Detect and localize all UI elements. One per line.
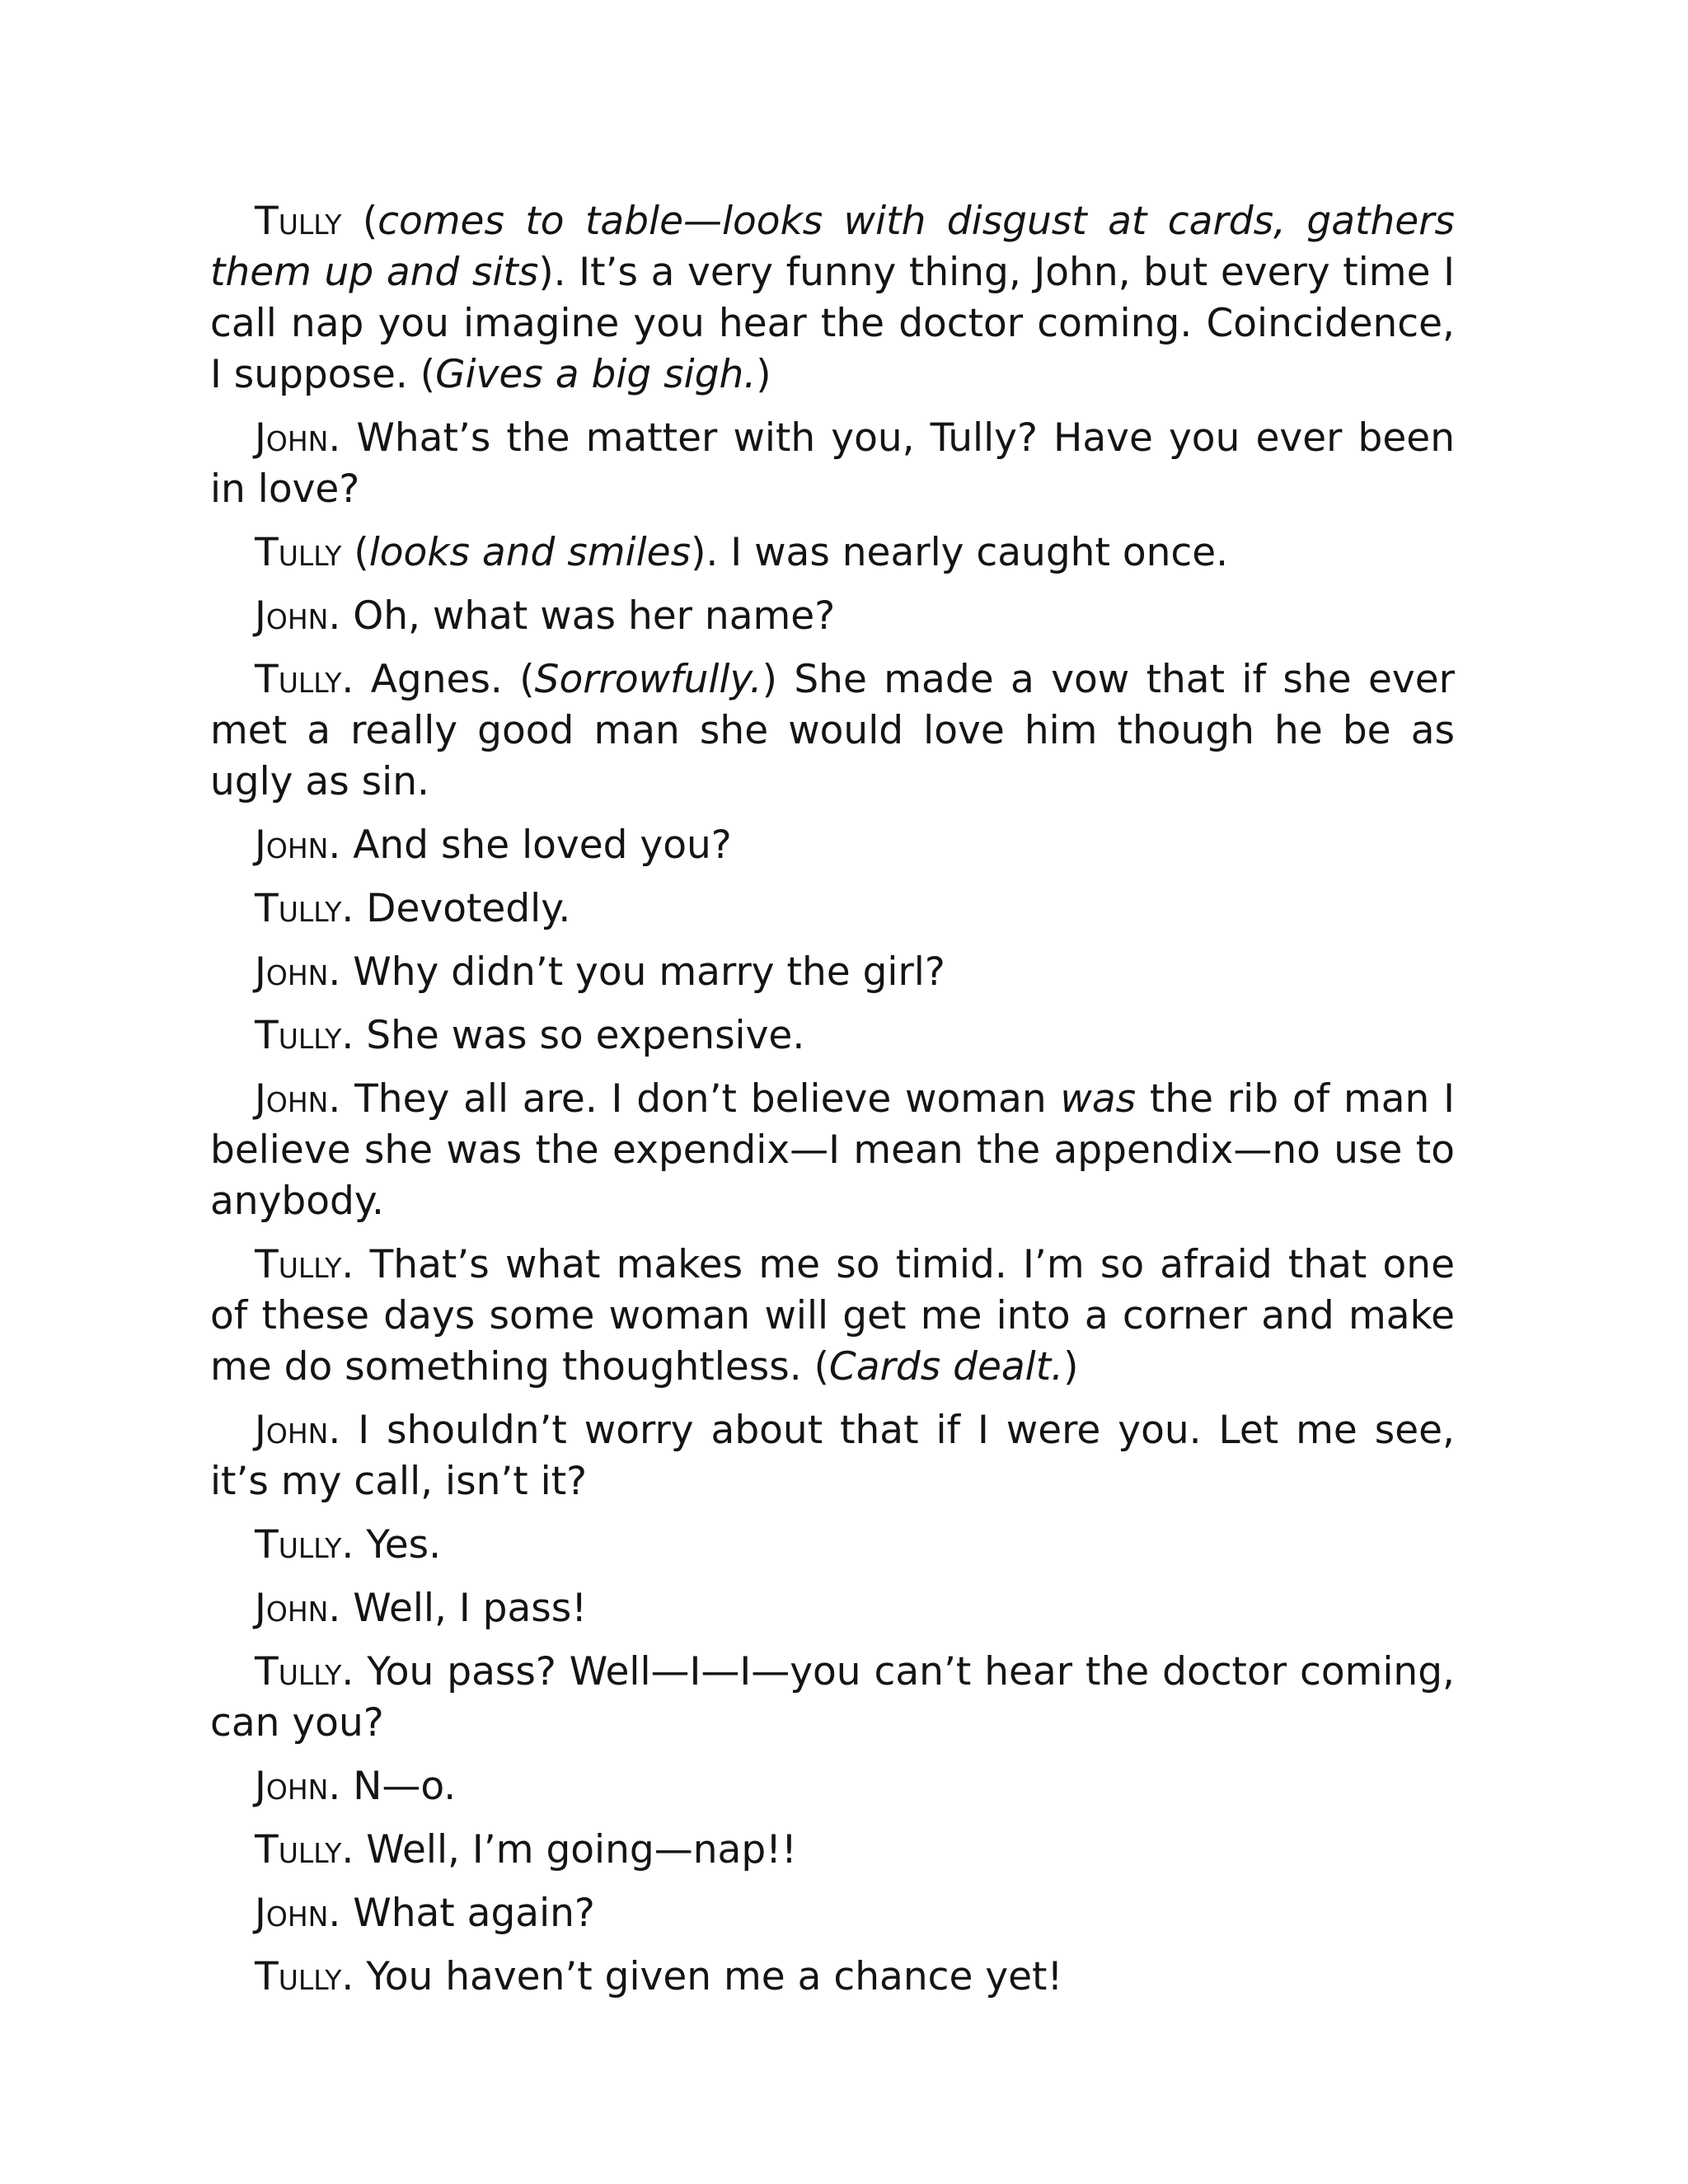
dialogue-line — [210, 820, 1455, 871]
dialogue-line — [210, 1520, 1455, 1571]
dialogue-line — [210, 1825, 1455, 1876]
dialogue-text: . Agnes. ( — [341, 657, 535, 702]
dialogue-line — [210, 591, 1455, 642]
dialogue-text: . Why didn’t you marry the girl? — [328, 949, 945, 995]
dialogue-line — [210, 1761, 1455, 1812]
dialogue-text: . That’s what makes me so timid. I’m so afraid that one of these days some woman will get me into a corner and make me do something thoughtless. ( — [210, 1242, 1455, 1390]
speaker-name: Tully — [255, 1242, 342, 1287]
dialogue-text: . Well, I pass! — [328, 1586, 588, 1631]
dialogue-text: the rib of man I believe she was the expendix—I mean the appendix—no use to anybody. — [210, 1076, 1455, 1224]
stage-direction: comes to table—looks with disgust at cards, gathers them up and sits — [210, 199, 1455, 295]
script-page — [210, 196, 1455, 2015]
dialogue-text: . N—o. — [328, 1764, 457, 1809]
dialogue-line — [210, 947, 1455, 998]
dialogue-text: . What’s the matter with you, Tully? Have you ever been in love? — [210, 415, 1455, 512]
stage-direction: Sorrowfully. — [534, 657, 762, 702]
speaker-name: John — [255, 1586, 329, 1631]
dialogue-text: . You pass? Well—I—I—you can’t hear the doctor coming, can you? — [210, 1649, 1455, 1746]
speaker-name: John — [255, 1076, 329, 1122]
dialogue-text: . Yes. — [341, 1522, 442, 1568]
dialogue-text: . And she loved you? — [328, 823, 732, 868]
speaker-name: Tully — [255, 199, 342, 244]
speaker-name: John — [255, 949, 329, 995]
dialogue-text: ) — [1063, 1344, 1079, 1390]
dialogue-line — [210, 1583, 1455, 1634]
speaker-name: Tully — [255, 1013, 342, 1058]
speaker-name: Tully — [255, 1954, 342, 1999]
dialogue-text: . Devotedly. — [341, 886, 571, 931]
dialogue-text: . You haven’t given me a chance yet! — [341, 1954, 1063, 1999]
dialogue-line — [210, 1010, 1455, 1062]
stage-direction: looks and smiles — [368, 530, 692, 575]
speaker-name: John — [255, 1891, 329, 1936]
dialogue-text: ). It’s a very funny thing, John, but every time I call nap you imagine you hear the doctor coming. Coincidence, I suppose. ( — [210, 250, 1455, 397]
dialogue-text: . I shouldn’t worry about that if I were you. Let me see, it’s my call, isn’t it? — [210, 1408, 1455, 1504]
dialogue-text: ) — [756, 352, 771, 397]
dialogue-text: ( — [341, 530, 369, 575]
dialogue-line — [210, 1240, 1455, 1393]
speaker-name: John — [255, 415, 329, 461]
dialogue-text: . What again? — [328, 1891, 595, 1936]
dialogue-line — [210, 1074, 1455, 1227]
speaker-name: Tully — [255, 1827, 342, 1872]
dialogue-text: ). I was nearly caught once. — [691, 530, 1229, 575]
dialogue-text: . Well, I’m going—nap!! — [341, 1827, 797, 1872]
stage-direction: Cards dealt. — [828, 1344, 1064, 1390]
dialogue-line — [210, 527, 1455, 579]
speaker-name: Tully — [255, 657, 342, 702]
speaker-name: John — [255, 593, 329, 639]
speaker-name: Tully — [255, 530, 342, 575]
dialogue-text: . They all are. I don’t believe woman — [328, 1076, 1061, 1122]
dialogue-line — [210, 883, 1455, 935]
dialogue-line — [210, 654, 1455, 808]
dialogue-line — [210, 1888, 1455, 1939]
dialogue-text: . Oh, what was her name? — [328, 593, 836, 639]
speaker-name: John — [255, 823, 329, 868]
speaker-name: John — [255, 1764, 329, 1809]
dialogue-line — [210, 1647, 1455, 1749]
dialogue-line — [210, 413, 1455, 515]
speaker-name: Tully — [255, 886, 342, 931]
dialogue-text: . She was so expensive. — [341, 1013, 805, 1058]
speaker-name: John — [255, 1408, 329, 1453]
speaker-name: Tully — [255, 1649, 342, 1694]
dialogue-line — [210, 1952, 1455, 2003]
dialogue-line — [210, 196, 1455, 401]
stage-direction: was — [1060, 1076, 1137, 1122]
dialogue-text: ) She made a vow that if she ever met a really good man she would love him though he be as ugly as sin. — [210, 657, 1455, 804]
speaker-name: Tully — [255, 1522, 342, 1568]
dialogue-line — [210, 1405, 1455, 1507]
stage-direction: Gives a big sigh. — [435, 352, 757, 397]
dialogue-text: ( — [341, 199, 378, 244]
